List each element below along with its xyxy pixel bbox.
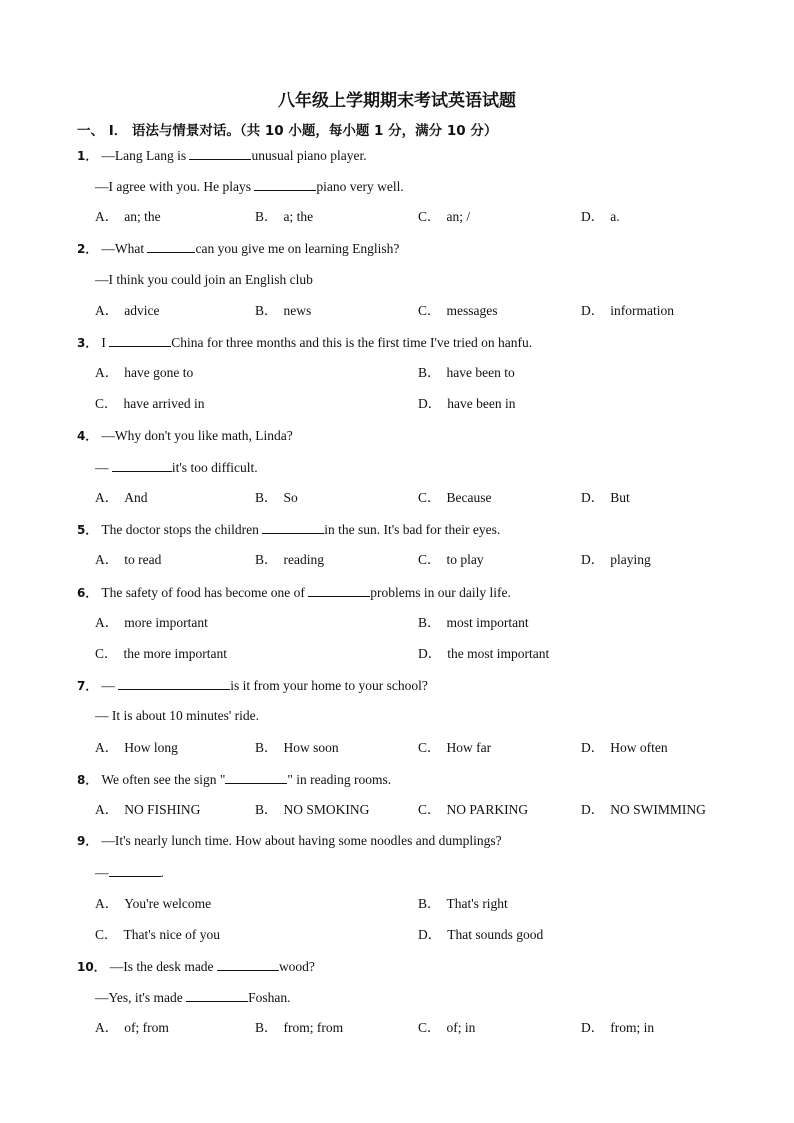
option-c xyxy=(95,926,220,944)
question-number: 2． xyxy=(77,242,98,256)
text-segment: wood? xyxy=(278,959,315,974)
text-segment: news xyxy=(283,303,312,318)
question-2-reply: —I think you could join an English club xyxy=(95,272,313,287)
option-a xyxy=(95,801,200,819)
option-b xyxy=(418,364,515,382)
text-segment: playing xyxy=(610,552,651,567)
text-segment: I xyxy=(101,335,110,350)
text-segment: messages xyxy=(446,303,498,318)
text-segment: Because xyxy=(446,490,492,505)
text-segment: information xyxy=(610,303,674,318)
question-number: 8． xyxy=(77,773,98,787)
option-a xyxy=(95,551,161,569)
text-segment: —It's nearly lunch time. How about having some noodles and dumplings? xyxy=(101,833,502,848)
text-segment: —Is the desk made xyxy=(109,959,217,974)
option-a xyxy=(95,489,148,507)
question-number: 5． xyxy=(77,523,98,537)
option-letter: D． xyxy=(418,927,442,942)
text-segment: — xyxy=(95,865,109,880)
option-a xyxy=(95,1019,169,1037)
option-d xyxy=(418,395,515,413)
answer-blank xyxy=(147,239,195,253)
option-letter: B． xyxy=(255,209,278,224)
option-letter: C． xyxy=(418,802,441,817)
text-segment: in the sun. It's bad for their eyes. xyxy=(324,522,501,537)
option-b xyxy=(255,801,369,819)
option-letter: A． xyxy=(95,740,119,755)
option-b xyxy=(255,302,311,320)
option-b xyxy=(255,1019,343,1037)
option-c xyxy=(418,208,470,226)
question-9-stem xyxy=(77,832,502,850)
option-c xyxy=(95,395,204,413)
option-letter: B． xyxy=(255,1020,278,1035)
text-segment: China for three months and this is the first time I've tried on hanfu. xyxy=(171,335,533,350)
question-number: 7． xyxy=(77,679,98,693)
answer-blank xyxy=(308,583,370,597)
text-segment: reading xyxy=(283,552,324,567)
option-letter: A． xyxy=(95,365,119,380)
answer-blank xyxy=(262,520,324,534)
option-letter: A． xyxy=(95,552,119,567)
question-1-reply xyxy=(95,177,404,196)
question-10-stem xyxy=(77,957,315,976)
option-a xyxy=(95,302,159,320)
option-b xyxy=(255,739,339,757)
question-number: 3． xyxy=(77,336,98,350)
question-2-stem xyxy=(77,239,399,258)
option-letter: C． xyxy=(95,396,118,411)
text-segment: We often see the sign " xyxy=(101,772,226,787)
option-b xyxy=(418,895,508,913)
answer-blank xyxy=(225,770,287,784)
option-c xyxy=(418,739,491,757)
text-segment: " in reading rooms. xyxy=(287,772,392,787)
text-segment: So xyxy=(283,490,298,505)
option-d xyxy=(418,926,543,944)
question-number: 1． xyxy=(77,149,98,163)
text-segment: the most important xyxy=(447,646,550,661)
option-d xyxy=(581,801,706,819)
option-c xyxy=(418,489,492,507)
answer-blank xyxy=(186,988,248,1002)
option-d xyxy=(581,1019,654,1037)
option-letter: B． xyxy=(255,490,278,505)
option-c xyxy=(418,302,498,320)
question-7-stem xyxy=(77,676,428,695)
option-c xyxy=(418,801,528,819)
option-letter: D． xyxy=(581,552,605,567)
question-6-stem xyxy=(77,583,511,602)
section-heading: 一、 Ⅰ． 语法与情景对话。（共 10 小题，每小题 1 分，满分 10 分） xyxy=(77,123,498,139)
option-a xyxy=(95,739,178,757)
question-3-stem xyxy=(77,333,532,352)
option-a xyxy=(95,895,211,913)
question-4-stem xyxy=(77,427,293,445)
text-segment: . xyxy=(160,865,164,880)
text-segment: — xyxy=(101,678,119,693)
option-d xyxy=(581,551,651,569)
option-letter: B． xyxy=(418,615,441,630)
option-letter: A． xyxy=(95,615,119,630)
text-segment: have gone to xyxy=(124,365,194,380)
option-letter: C． xyxy=(418,1020,441,1035)
text-segment: a. xyxy=(610,209,620,224)
option-letter: A． xyxy=(95,490,119,505)
text-segment: That sounds good xyxy=(447,927,544,942)
question-4-reply xyxy=(95,458,258,477)
option-letter: A． xyxy=(95,802,119,817)
option-a xyxy=(95,208,161,226)
option-letter: B． xyxy=(255,552,278,567)
text-segment: How often xyxy=(610,740,668,755)
option-b xyxy=(255,208,313,226)
text-segment: That's nice of you xyxy=(123,927,221,942)
question-5-stem xyxy=(77,520,500,539)
page-title: 八年级上学期期末考试英语试题 xyxy=(278,91,516,111)
option-letter: C． xyxy=(95,927,118,942)
text-segment: a; the xyxy=(283,209,314,224)
text-segment: of; from xyxy=(124,1020,169,1035)
option-letter: C． xyxy=(418,740,441,755)
text-segment: to read xyxy=(124,552,162,567)
text-segment: Foshan. xyxy=(248,990,291,1005)
option-letter: D． xyxy=(581,303,605,318)
text-segment: can you give me on learning English? xyxy=(195,241,400,256)
option-letter: D． xyxy=(418,396,442,411)
text-segment: —I agree with you. He plays xyxy=(95,179,255,194)
answer-blank xyxy=(217,957,279,971)
answer-blank xyxy=(112,458,172,472)
option-letter: D． xyxy=(581,490,605,505)
text-segment: That's right xyxy=(446,896,508,911)
option-d xyxy=(581,739,668,757)
option-letter: C． xyxy=(418,303,441,318)
question-number: 4． xyxy=(77,429,98,443)
text-segment: You're welcome xyxy=(124,896,212,911)
question-9-reply xyxy=(95,863,164,882)
option-a xyxy=(95,614,208,632)
question-10-reply xyxy=(95,988,290,1007)
option-letter: C． xyxy=(418,490,441,505)
text-segment: The safety of food has become one of xyxy=(101,585,309,600)
text-segment: have been in xyxy=(447,396,516,411)
text-segment: of; in xyxy=(446,1020,476,1035)
option-letter: B． xyxy=(418,896,441,911)
option-d xyxy=(581,208,620,226)
option-d xyxy=(418,645,549,663)
text-segment: And xyxy=(124,490,148,505)
option-b xyxy=(255,489,298,507)
text-segment: an; the xyxy=(124,209,161,224)
option-letter: C． xyxy=(418,552,441,567)
text-segment: have arrived in xyxy=(123,396,205,411)
text-segment: more important xyxy=(124,615,208,630)
text-segment: But xyxy=(610,490,630,505)
text-segment: — xyxy=(95,460,112,475)
text-segment: to play xyxy=(446,552,484,567)
option-letter: A． xyxy=(95,303,119,318)
text-segment: the more important xyxy=(123,646,227,661)
text-segment: NO PARKING xyxy=(446,802,529,817)
option-letter: A． xyxy=(95,896,119,911)
option-letter: D． xyxy=(418,646,442,661)
option-b xyxy=(255,551,324,569)
question-number: 9． xyxy=(77,834,98,848)
option-letter: A． xyxy=(95,209,119,224)
option-d xyxy=(581,489,630,507)
question-number: 10． xyxy=(77,960,106,974)
option-d xyxy=(581,302,674,320)
text-segment: NO SWIMMING xyxy=(610,802,706,817)
text-segment: —Lang Lang is xyxy=(101,148,190,163)
answer-blank xyxy=(118,676,230,690)
text-segment: NO FISHING xyxy=(124,802,201,817)
text-segment: is it from your home to your school? xyxy=(230,678,428,693)
option-b xyxy=(418,614,529,632)
option-letter: D． xyxy=(581,802,605,817)
text-segment: The doctor stops the children xyxy=(101,522,263,537)
text-segment: advice xyxy=(124,303,160,318)
answer-blank xyxy=(254,177,316,191)
question-number: 6． xyxy=(77,586,98,600)
question-8-stem xyxy=(77,770,391,789)
option-letter: A． xyxy=(95,1020,119,1035)
option-letter: C． xyxy=(418,209,441,224)
text-segment: How long xyxy=(124,740,178,755)
option-letter: D． xyxy=(581,740,605,755)
option-letter: C． xyxy=(95,646,118,661)
text-segment: problems in our daily life. xyxy=(370,585,511,600)
question-7-reply: — It is about 10 minutes' ride. xyxy=(95,708,260,723)
option-letter: B． xyxy=(255,303,278,318)
option-letter: D． xyxy=(581,209,605,224)
option-a xyxy=(95,364,193,382)
text-segment: from; in xyxy=(610,1020,655,1035)
text-segment: How soon xyxy=(283,740,339,755)
text-segment: an; / xyxy=(446,209,471,224)
text-segment: piano very well. xyxy=(316,179,404,194)
option-letter: B． xyxy=(255,802,278,817)
text-segment: it's too difficult. xyxy=(171,460,258,475)
text-segment: most important xyxy=(446,615,529,630)
answer-blank xyxy=(109,863,161,877)
text-segment: NO SMOKING xyxy=(283,802,370,817)
question-1-stem xyxy=(77,146,367,165)
option-c xyxy=(418,551,484,569)
option-letter: B． xyxy=(418,365,441,380)
text-segment: from; from xyxy=(283,1020,344,1035)
answer-blank xyxy=(189,146,251,160)
text-segment: —What xyxy=(101,241,148,256)
text-segment: —Yes, it's made xyxy=(95,990,187,1005)
text-segment: unusual piano player. xyxy=(251,148,367,163)
option-c xyxy=(418,1019,475,1037)
text-segment: have been to xyxy=(446,365,515,380)
text-segment: How far xyxy=(446,740,492,755)
option-c xyxy=(95,645,227,663)
answer-blank xyxy=(109,333,171,347)
option-letter: D． xyxy=(581,1020,605,1035)
option-letter: B． xyxy=(255,740,278,755)
text-segment: —Why don't you like math, Linda? xyxy=(101,428,293,443)
